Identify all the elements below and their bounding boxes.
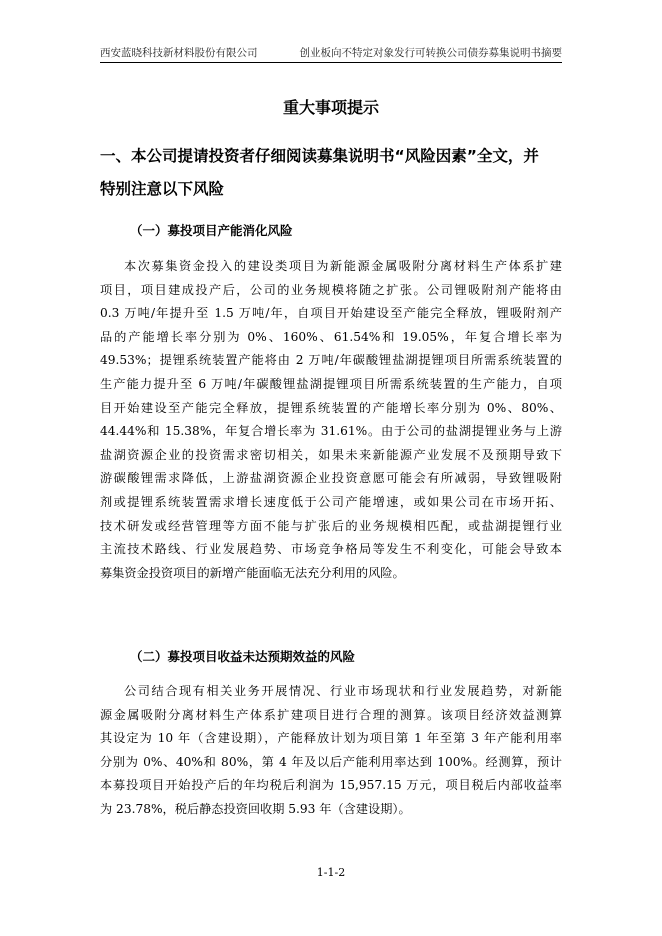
risk2-heading: （二）募投项目收益未达预期效益的风险: [130, 649, 356, 664]
paragraph-line: 本募投项目开始投产后的年均税后利润为 15,957.15 万元，项目税后内部收益率: [100, 778, 562, 793]
section-heading: [100, 140, 570, 206]
paragraph-line: 生产能力提升至 6 万吨/年碳酸锂盐湖提锂项目所需系统装置的生产能力，自项: [100, 376, 562, 391]
section-heading-line: 特别注意以下风险: [100, 180, 225, 198]
paragraph-line: 剂或提锂系统装置需求增长速度低于公司产能增速，或如果公司在市场开拓、: [100, 494, 562, 509]
paragraph-line: 0.3 万吨/年提升至 1.5 万吨/年，自项目开始建设至产能完全释放，锂吸附剂产: [100, 306, 562, 321]
header-document-title: 创业板向不特定对象发行可转换公司债券募集说明书摘要: [299, 47, 562, 59]
paragraph-line: 公司结合现有相关业务开展情况、行业市场现状和行业发展趋势，对新能: [124, 684, 562, 698]
risk2-paragraph: [100, 680, 562, 822]
paragraph-line: 为 23.78%，税后静态投资回收期 5.93 年（含建设期）。: [100, 801, 411, 816]
risk1-heading: （一）募投项目产能消化风险: [130, 223, 293, 238]
paragraph-line: 项目，项目建成投产后，公司的业务规模将随之扩张。公司锂吸附剂产能将由: [100, 282, 562, 297]
page-title: 重大事项提示: [282, 98, 379, 117]
paragraph-line: 盐湖资源企业的投资需求密切相关，如果未来新能源产业发展不及预期导致下: [100, 447, 562, 462]
paragraph-line: 49.53%；提锂系统装置产能将由 2 万吨/年碳酸锂盐湖提锂项目所需系统装置的: [100, 353, 562, 368]
paragraph-line: 游碳酸锂需求降低，上游盐湖资源企业投资意愿可能会有所减弱，导致锂吸附: [100, 471, 562, 486]
page-number: 1-1-2: [316, 866, 346, 879]
risk1-paragraph: [100, 255, 562, 585]
paragraph-line: 主流技术路线、行业发展趋势、市场竞争格局等发生不利变化，可能会导致本: [100, 542, 562, 557]
running-header: [100, 46, 562, 63]
header-company-name: 西安蓝晓科技新材料股份有限公司: [100, 47, 258, 59]
paragraph-line: 分别为 0%、40%和 80%，第 4 年及以后产能利用率达到 100%。经测算，预计: [100, 754, 562, 769]
paragraph-line: 源金属吸附分离材料生产体系扩建项目进行合理的测算。该项目经济效益测算: [100, 707, 562, 722]
paragraph-line: 目开始建设至产能完全释放，提锂系统装置的产能增长率分别为 0%、80%、: [100, 400, 562, 415]
paragraph-line: 本次募集资金投入的建设类项目为新能源金属吸附分离材料生产体系扩建: [124, 259, 562, 273]
section-heading-line: 一、本公司提请投资者仔细阅读募集说明书“风险因素”全文，并: [100, 147, 539, 165]
paragraph-line: 技术研发或经营管理等方面不能与扩张后的业务规模相匹配，或盐湖提锂行业: [100, 518, 562, 533]
paragraph-line: 募集资金投资项目的新增产能面临无法充分利用的风险。: [100, 565, 405, 580]
paragraph-line: 其设定为 10 年（含建设期），产能释放计划为项目第 1 年至第 3 年产能利用率: [100, 731, 562, 746]
paragraph-line: 44.44%和 15.38%，年复合增长率为 31.61%。由于公司的盐湖提锂业务与上游: [100, 424, 562, 439]
paragraph-line: 品的产能增长率分别为 0%、160%、61.54%和 19.05%，年复合增长率为: [100, 329, 562, 344]
